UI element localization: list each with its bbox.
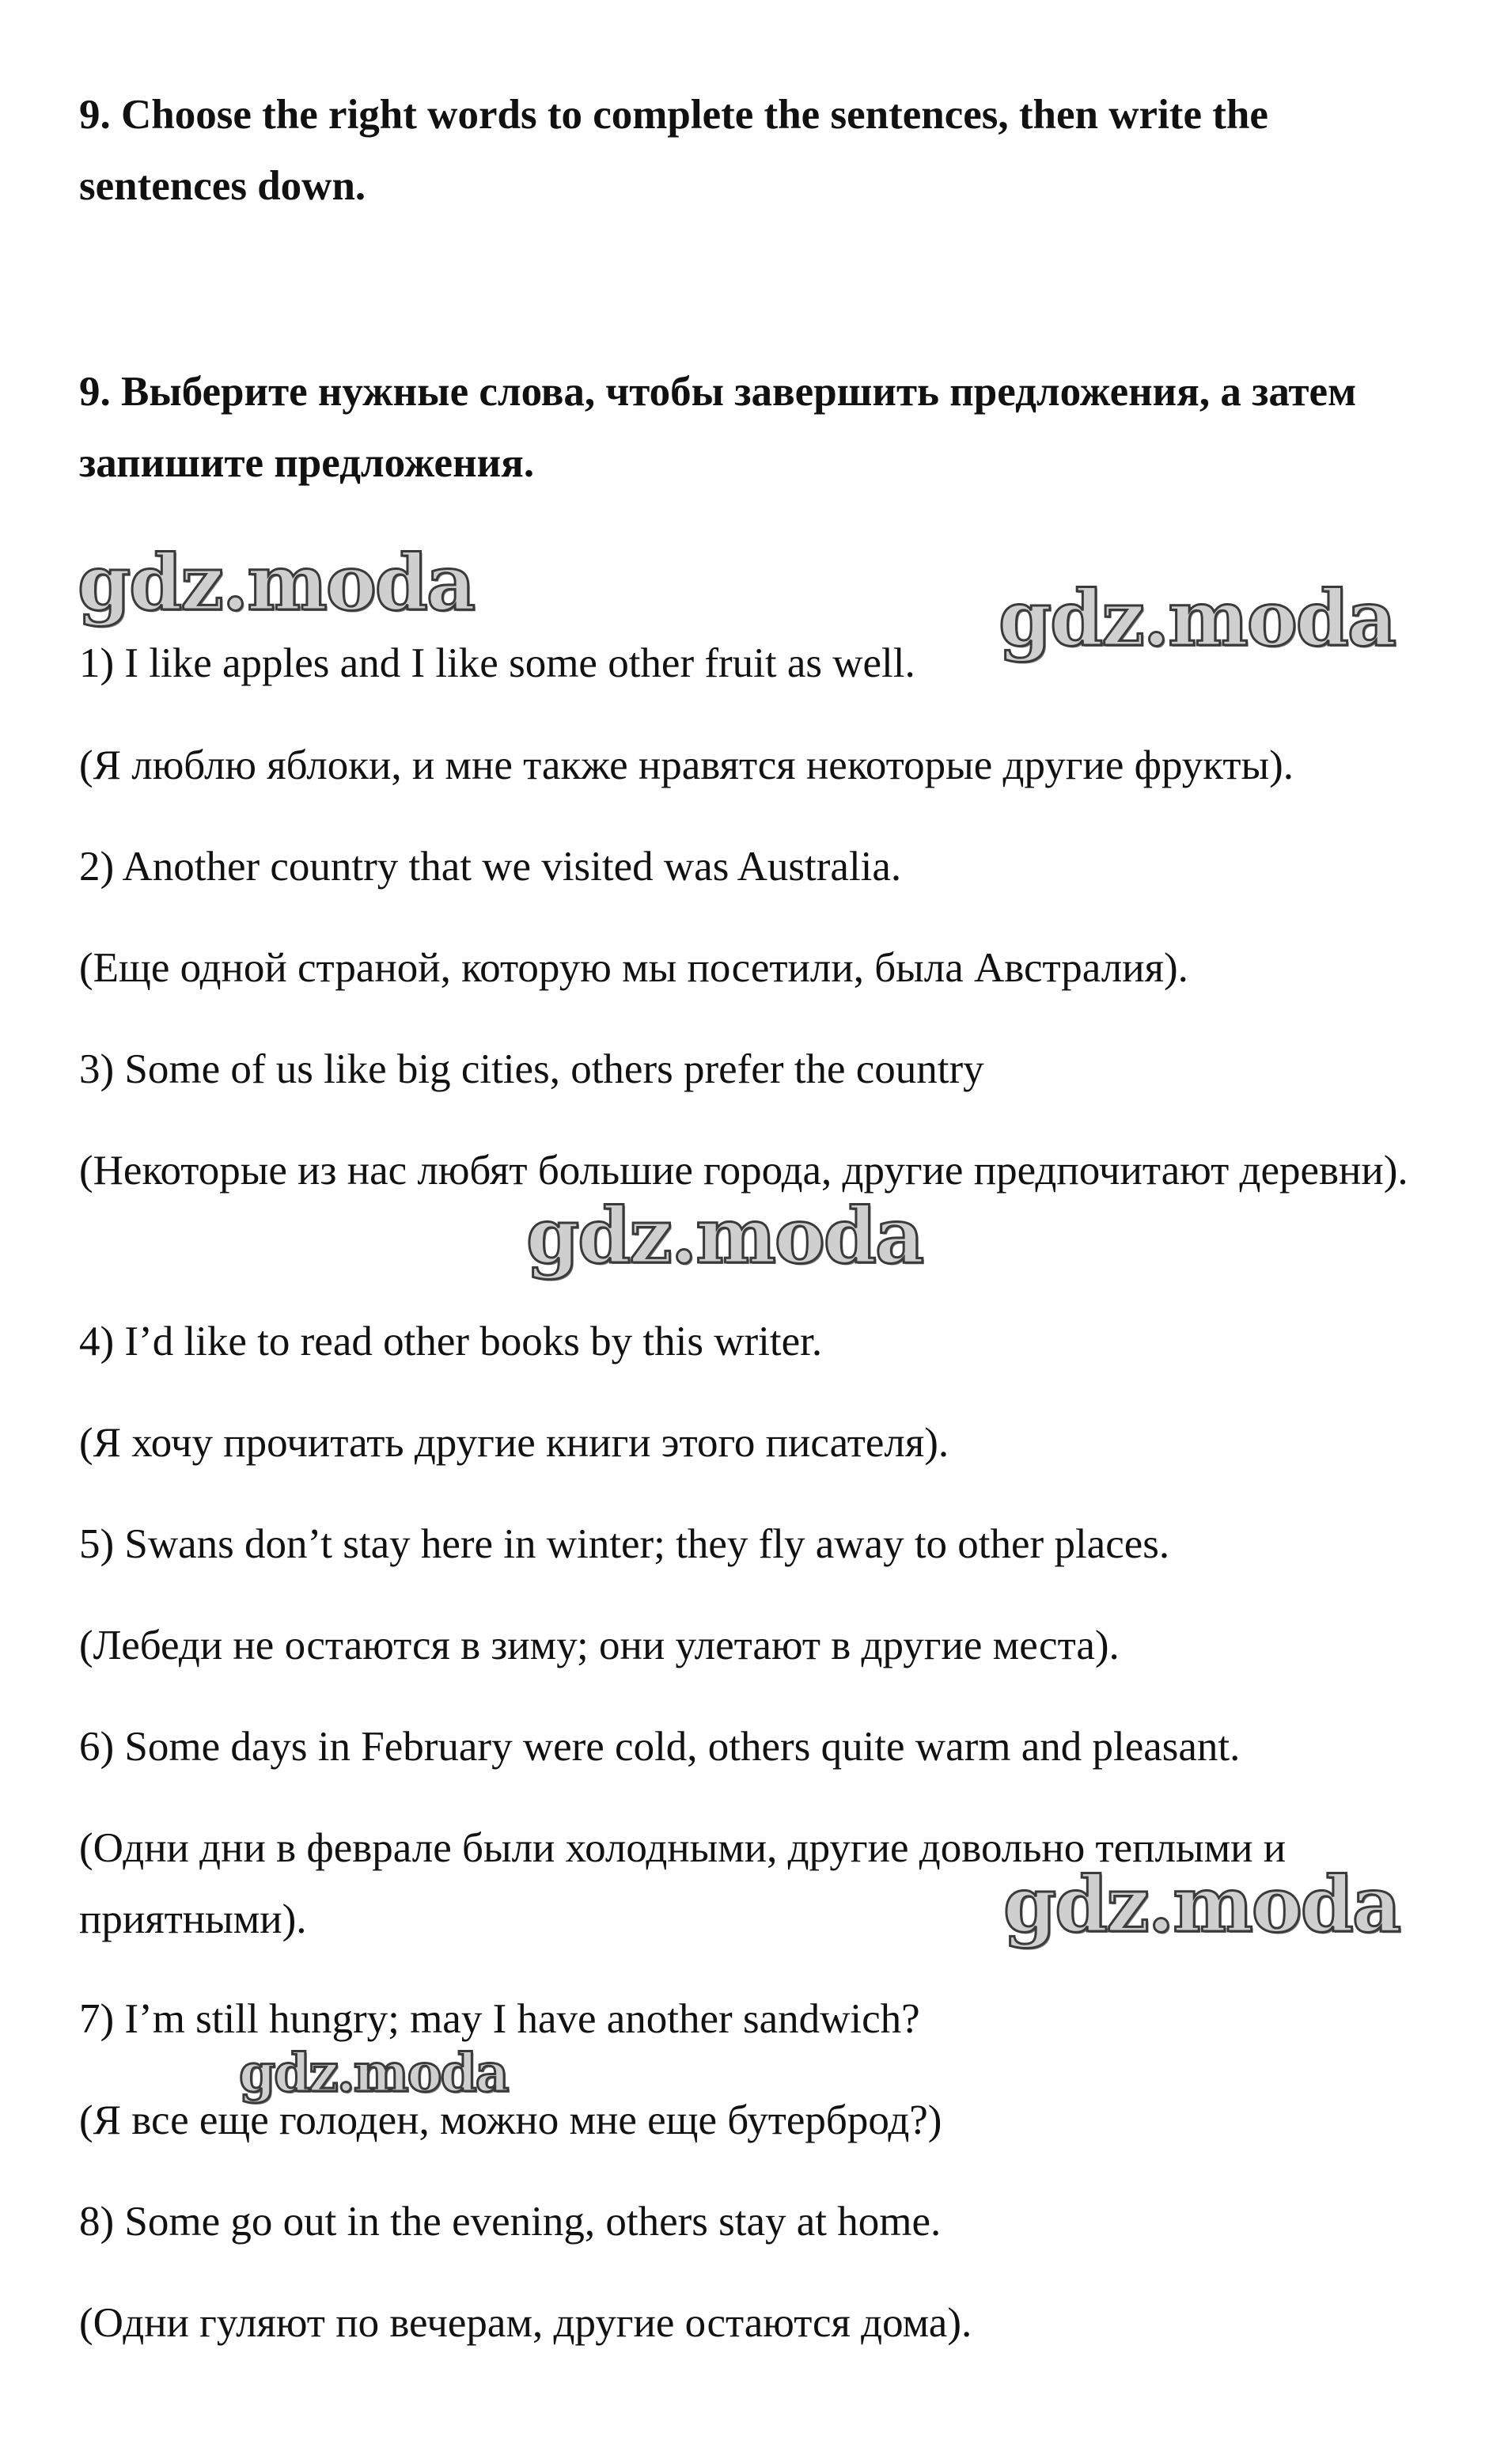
answer-4-russian: (Я хочу прочитать другие книги этого писателя). — [79, 1420, 949, 1466]
watermark-logo: gdz.moda — [1003, 1860, 1400, 1949]
answer-3-english: 3) Some of us like big cities, others prefer the country — [79, 1046, 984, 1092]
watermark-logo: gdz.moda — [78, 538, 475, 628]
watermark-logo: gdz.moda — [239, 2042, 508, 2104]
answer-6-english: 6) Some days in February were cold, others quite warm and pleasant. — [79, 1724, 1241, 1770]
watermark-logo: gdz.moda — [999, 574, 1396, 663]
answer-5-english: 5) Swans don’t stay here in winter; they fly away to other places. — [79, 1521, 1170, 1567]
answer-5-russian: (Лебеди не остаются в зиму; они улетают в другие места). — [79, 1623, 1120, 1668]
answer-3-russian: (Некоторые из нас любят большие города, другие предпочитают деревни). — [79, 1148, 1408, 1194]
task-heading-english: 9. Choose the right words to complete the sentences, then write the sentences down. — [79, 92, 1268, 209]
answer-6-russian: (Одни дни в феврале были холодными, другие довольно теплыми и приятными). — [79, 1825, 1287, 1942]
answer-1-english: 1) I like apples and I like some other fruit as well. — [79, 640, 915, 686]
answer-2-english: 2) Another country that we visited was Australia. — [79, 844, 902, 890]
answer-1-russian: (Я люблю яблоки, и мне также нравятся некоторые другие фрукты). — [79, 742, 1294, 788]
task-heading-russian: 9. Выберите нужные слова, чтобы завершить предложения, а затем запишите предложения. — [79, 369, 1357, 486]
answer-8-russian: (Одни гуляют по вечерам, другие остаются дома). — [79, 2300, 972, 2346]
watermark-logo: gdz.moda — [526, 1191, 923, 1281]
answer-7-russian: (Я все еще голоден, можно мне еще бутерброд?) — [79, 2097, 942, 2143]
answer-7-english: 7) I’m still hungry; may I have another sandwich? — [79, 1996, 920, 2042]
answer-4-english: 4) I’d like to read other books by this writer. — [79, 1319, 823, 1364]
answer-2-russian: (Еще одной страной, которую мы посетили, была Австралия). — [79, 945, 1188, 991]
answer-8-english: 8) Some go out in the evening, others stay at home. — [79, 2199, 942, 2245]
